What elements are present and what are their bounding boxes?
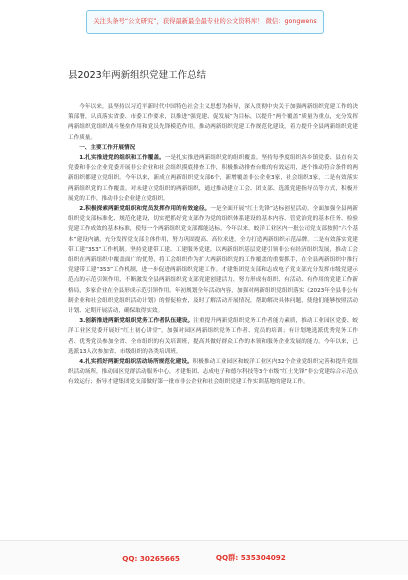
paragraph-text: 一是扎实推进两新组织党的组织覆盖。坚持每季度组织各乡镇党委、县直有关党委和非公企业党委开展非公企业和社会组织摸底排查工作，积极推动排查台账的有效运用，逐个推动符合条件的两新组织都建立党组织。今年以来，新成立两新组织党支部6个，新增覆盖非公企业3家，社会组织3家，二是有效落实两新组织党的工作覆盖。对未建立党组织的两新组织，通过推动建立工会、团支部、选派党建指导员等方式，积极开展党的工作，推动非公企业建立党组织。 [68,155,358,202]
paragraph [68,316,358,357]
paragraph-lead: 4.扎实抓好两新党组织活动场所规范化建设。 [79,359,193,366]
paragraph-lead: 2.积极探索两新党组织和党员发挥作用的有效途径。 [79,206,211,213]
paragraph-text: 注重提升两新党组织党务工作者能力素质，推动工业园区党委、蛟洋工业区党委开展好“红土初心讲堂”，加强对园区两新组织党务工作者、党员的培训；有计划地选派优秀党务工作者、优秀党员参加全省、全市组织的有关培训班，提高其做好群众工作的本领和服务企业发展的能力。今年以来，已选派13人次参加省、市级组织的各类培训班。 [68,318,358,355]
paragraph [68,102,358,143]
footer-qq: QQ: 30265665 [122,553,180,563]
footer-bar [0,540,408,575]
section-heading [68,143,358,153]
footer-qq-group: QQ群: 535304092 [215,553,286,562]
paragraph-text: 积极推动工业园区和蛟洋工业区内32个企业党组织完善和提升党组织活动场所，推动园区党群活动服务中心，才建集团、志成电子和德尔科技等3个市级“红土先锋”非公党建综合示范点有效运行；指导才建集团党支部做好第一批市非公企业和社会组织党建工作实训基地的建设工作。 [68,359,358,386]
paragraph-text: 一是全面开展“红土先锋”达标创星活动。全面加强全县两新组织党支部标准化、规范化建设，切实把抓好党支部作为党的组织体系建设的基本内容、管党治党的基本任务、检验党建工作成效的基本标准，使每一个两新组织党支部都能达标。今年以来，蛟洋工业区内一批公司党支部按照“六个基本”建设内涵，充分发挥党支部主体作用，努力巩固提高、高位求进，全力打造两新组织示范品牌。二是有效落实党建带工建“353”工作机制。坚持党建带工建、工建服务党建，以两新组织基层党建引领非公有经济组织发展，推动工会组织在两新组织中覆盖面广的优势，将工会组织作为扩大两新组织党的工作覆盖的重要抓手，在全县两新组织中推行党建带工建“353”工作机制，进一步促进两新组织党建工作。才建集团党支部和志成电子党支部充分发挥市级党建示范点的示范引领作用，不断激发全县两新组织党支部党建创建活力，努力形成有组织、有活动、有作用的党建工作新格局，多家企业在全县形成示范引领作用。年初规划全年活动内容，加强对两新组织党组织落实《2023年全县非公有制企业和社会组织党组织活动计划》的督促检查，及时了解活动开展情况，帮助解决具体问题，使他们能够按照活动计划、定期开展活动，确保取得实效。 [68,206,358,315]
paragraph-lead: 1.扎实推进党的组织和工作覆盖。 [79,155,165,162]
paragraph-text: 今年以来，县坚持以习近平新时代中国特色社会主义思想为指导，深入贯彻中央关于加强两新组织党建工作的决策部署，认真落实省委、市委工作要求，以推进“强党建、促发展”为目标，以提升“两个覆盖”质量为重点，充分发挥两新组织党组织战斗堡垒作用和党员先锋模范作用，推动两新组织党建工作规范化建设，着力提升全县两新组织党建工作质量。 [68,104,358,141]
document-title: 县2023年两新组织党建工作总结 [68,70,207,81]
paragraph-lead: 3.创新推进两新党组织党务工作者队伍建设。 [79,318,194,325]
paragraph [68,357,358,388]
paragraph [68,153,358,204]
paragraph-text: 一、主要工作开展情况 [79,144,136,151]
top-banner: 关注头条号“公文研究”，获得最新最全最专业的公文资料库！ 微信：gongwens [86,10,324,34]
paragraph [68,204,358,316]
document-body [68,102,358,534]
